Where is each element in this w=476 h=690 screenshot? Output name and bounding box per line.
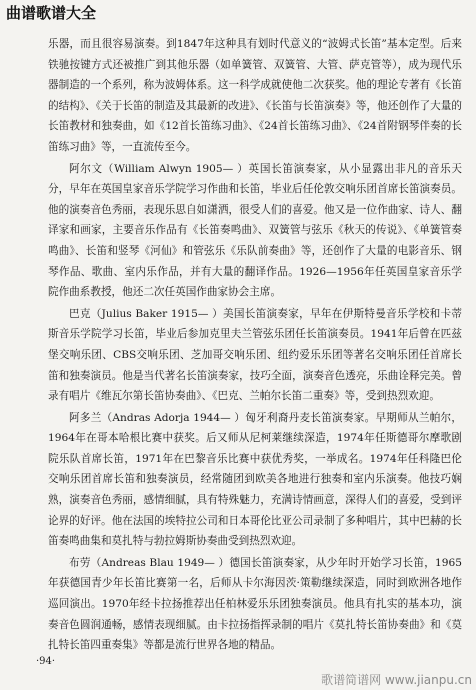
paragraph-boehm-continuation: 乐器，而且很容易演奏。到1847年这种具有划时代意义的“波姆式长笛”基本定型。后来铁驰按键方式还被推广到其他乐器（如单簧管、双簧管、大管、萨克管等），成为现代乐器制造的一个系列，称为波姆体系。这一科学成就使他二次获奖。他的理论专著有《长笛的结构》、《关于长笛的制造及其最新的改进》、《长笛与长笛演奏》等，他还创作了大量的长笛教材和独奏曲，如《12首长笛练习曲》、《24首长笛练习曲》、《24首附钢琴伴奏的长笛练习曲》等，一直流传至今。 (48, 38, 462, 153)
book-header-logo: 曲谱歌谱大全 (6, 4, 97, 22)
paragraph-adorjan: 阿多兰（Andras Adorja 1944— ）匈牙利裔丹麦长笛演奏家。早期师从兰帕尔，1964年在哥本哈根比赛中获奖。后又师从尼柯莱继续深造，1974年任斯德哥尔摩歌剧院乐队首席长笛，1971年在巴黎音乐比赛中获优秀奖，一举成名。1974年任科隆巴伦交响乐团首席长笛和独奏演员，经常随团到欧美各地进行独奏和室内乐演奏。他技巧娴熟，演奏音色秀丽，感情细腻，具有特殊魅力，充满诗情画意，深得人们的喜爱，受到评论界的好评。他在法国的埃特拉公司和日本哥伦比亚公司录制了多种唱片，其中巴赫的长笛奏鸣曲集和莫扎特与勃拉姆斯协奏曲受到热烈欢迎。 (48, 411, 462, 548)
paragraph-baker: 巴克（Julius Baker 1915— ）美国长笛演奏家，早年在伊斯特曼音乐学校和卡蒂斯音乐学院学习长笛，毕业后参加克里夫兰管弦乐团任长笛演奏员。1941年后曾在匹兹堡交响乐团、CBS交响乐团、芝加哥交响乐团、纽约爱乐乐团等著名交响乐团任首席长笛和独奏演员。他是当代著名长笛演奏家，技巧全面，演奏音色透亮，乐曲诠释完美。曾录有唱片《维瓦尔第长笛协奏曲》、《巴克、兰帕尔长笛二重奏》等，受到热烈欢迎。 (48, 307, 462, 403)
site-watermark: 歌谱简谱网 www.jianpu.cn (321, 673, 472, 687)
page-number: ·94· (36, 656, 56, 667)
page-body (48, 34, 462, 656)
paragraph-blau: 布劳（Andreas Blau 1949— ）德国长笛演奏家，从少年时开始学习长笛，1965年获德国青少年长笛比赛第一名，后师从卡尔海因茨·策勒继续深造，同时到欧洲各地作巡回演出。1970年经卡拉扬推荐出任柏林爱乐乐团独奏演员。他具有扎实的基本功，演奏音色圆润通畅，感情表现细腻。由卡拉扬指挥录制的唱片《莫扎特长笛协奏曲》和《莫扎特长笛四重奏集》等都是流行世界各地的精品。 (48, 556, 462, 652)
paragraph-alwyn: 阿尔文（William Alwyn 1905— ）英国长笛演奏家，从小显露出非凡的音乐天分，早年在英国皇家音乐学院学习作曲和长笛，毕业后任伦敦交响乐团首席长笛演奏员。他的演奏音色秀丽，表现乐思自如潇洒，很受人们的喜爱。他又是一位作曲家、诗人、翻译家和画家，主要音乐作品有《长笛奏鸣曲》、双簧管与弦乐《秋天的传说》、《单簧管奏鸣曲》、长笛和竖琴《河仙》和管弦乐《乐队前奏曲》等，还创作了大量的电影音乐、钢琴作品、歌曲、室内乐作品，并有大量的翻译作品。1926—1956年任英国皇家音乐学院作曲系教授，他还二次任英国作曲家协会主席。 (48, 162, 462, 299)
